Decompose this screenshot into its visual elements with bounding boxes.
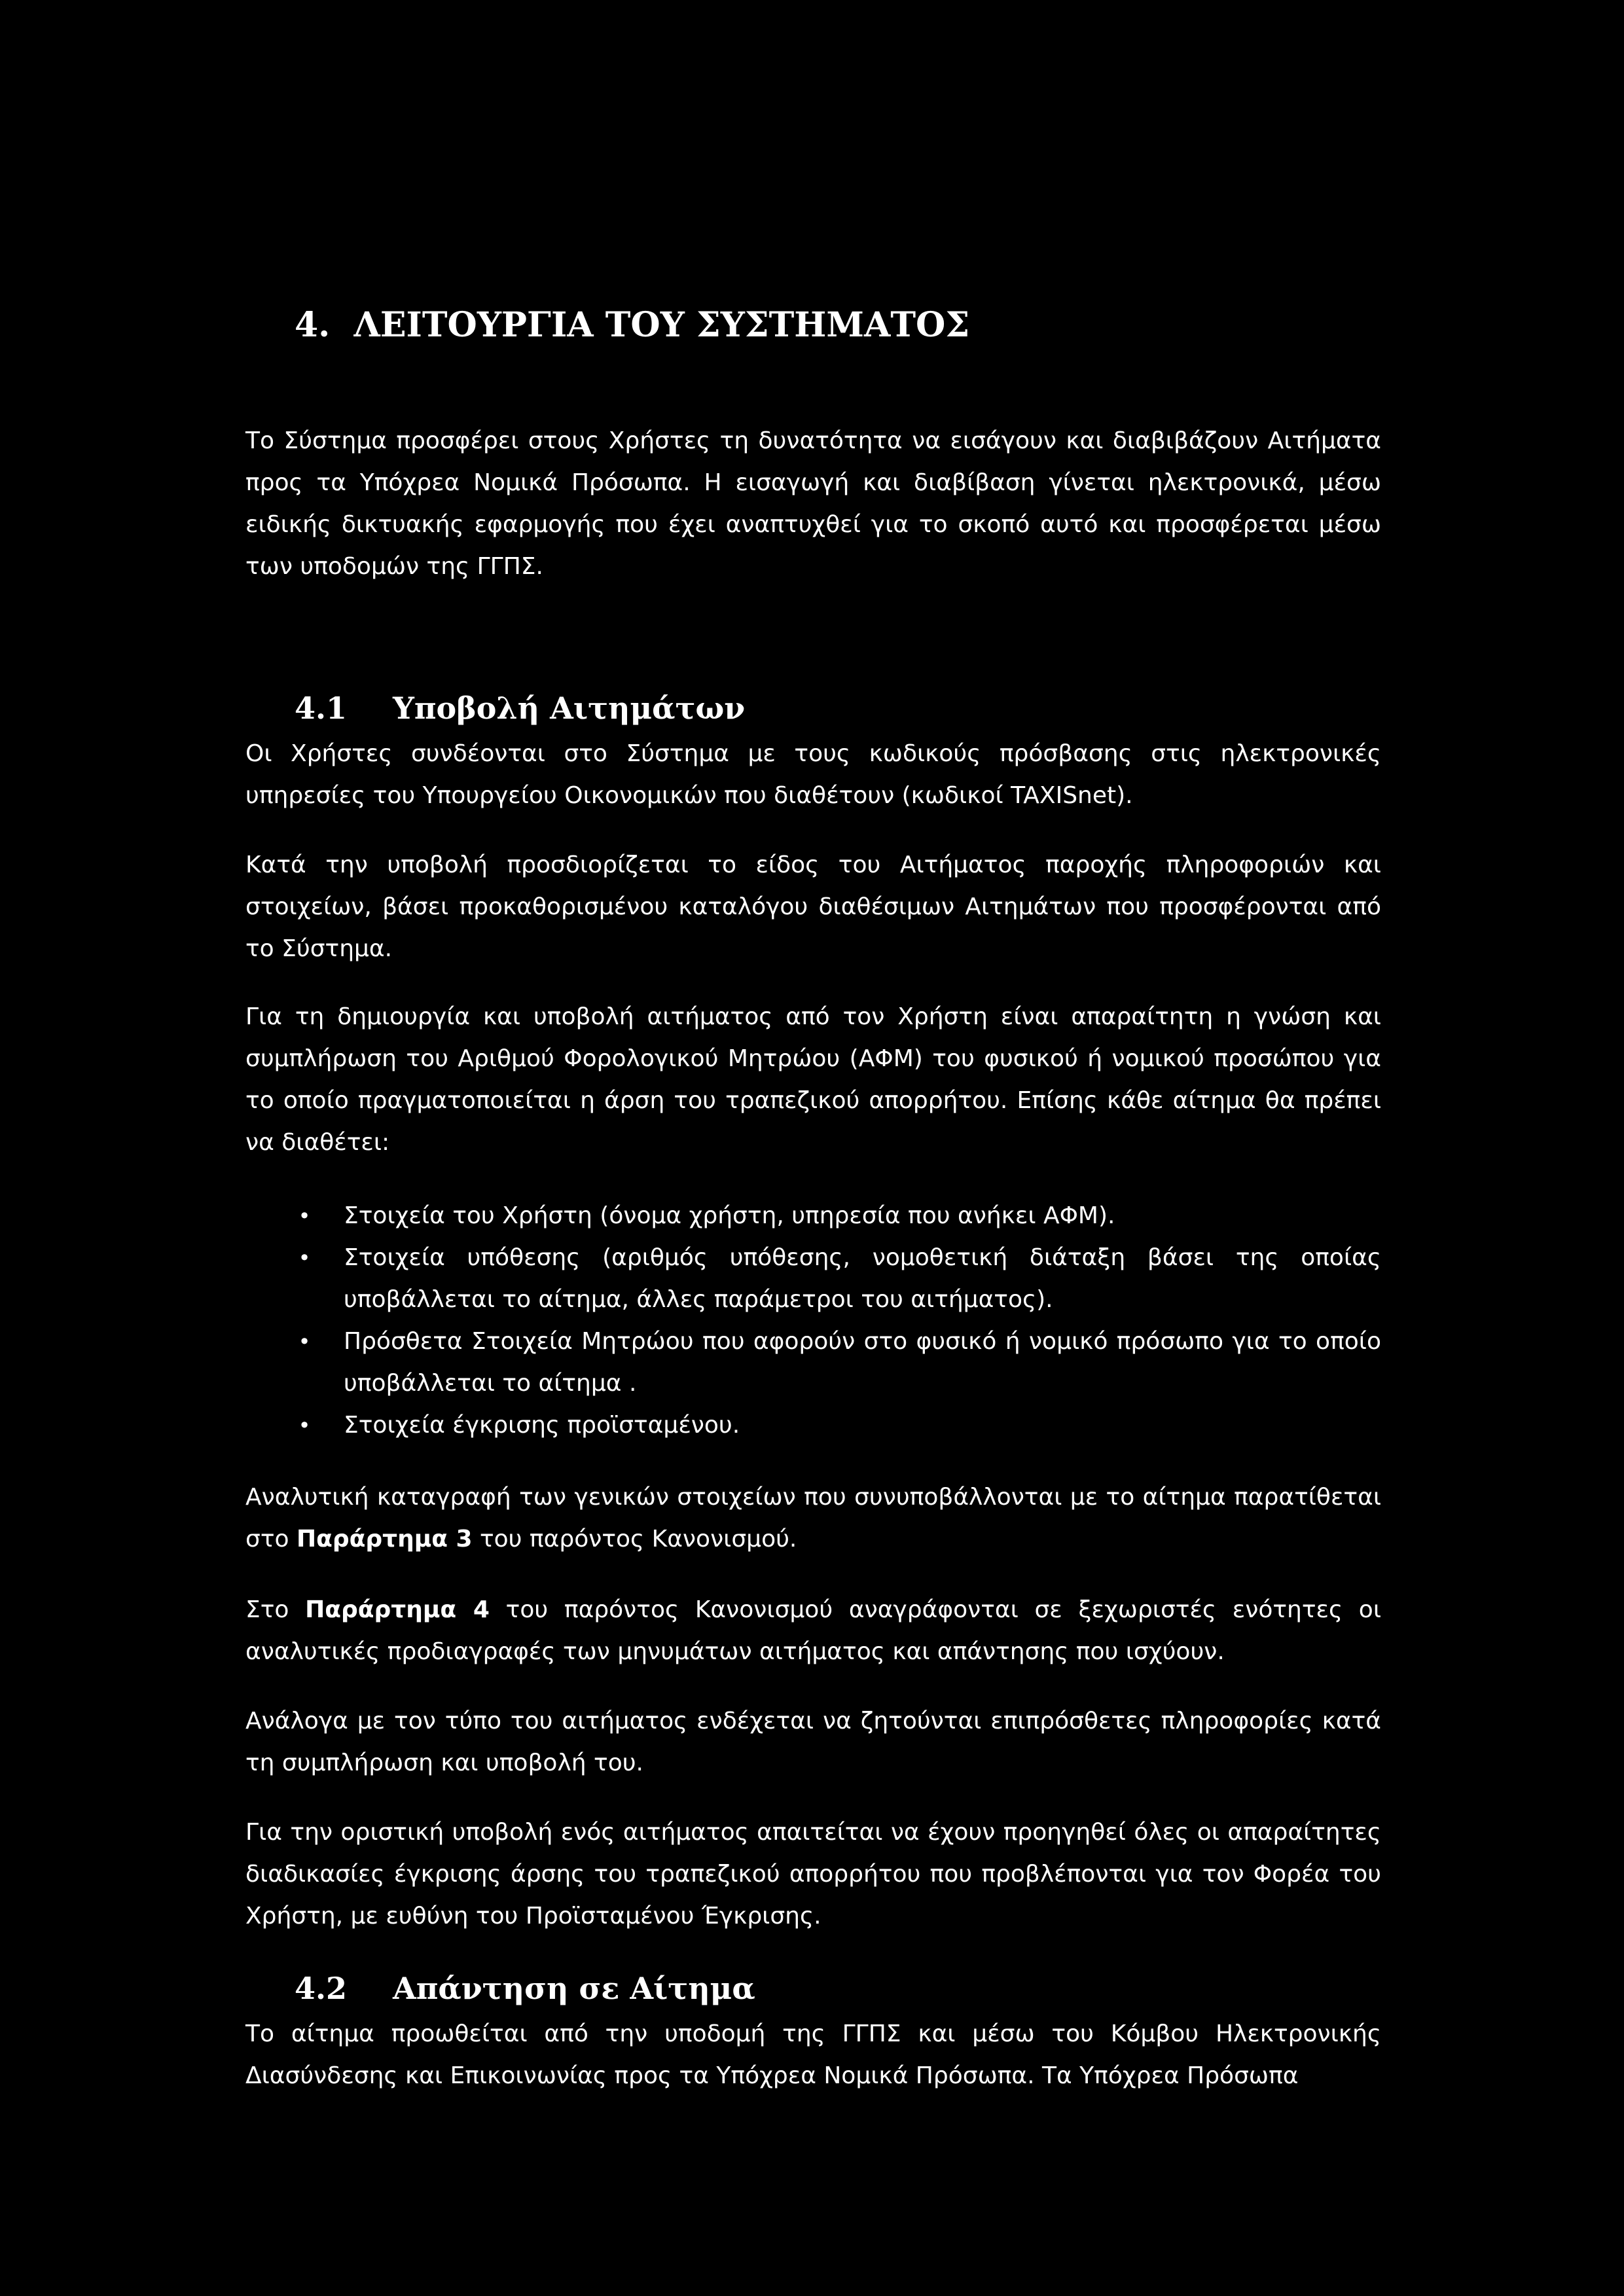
paragraph-annex-3: [245, 1477, 1381, 1560]
paragraph-annex-4: [245, 1589, 1381, 1673]
list-item-text: Πρόσθετα Στοιχεία Μητρώου που αφορούν στο φυσικό ή νομικό πρόσωπο για το οποίο υποβάλλεται το αίτημα .: [344, 1328, 1381, 1397]
subsection-heading-4-2: [295, 1967, 755, 2009]
subsection-number: 4.2: [295, 1971, 348, 2006]
annex-4-reference: Παράρτημα 4: [305, 1596, 490, 1623]
text-run: Αναλυτική καταγραφή των γενικών στοιχείων που συνυποβάλλονται με το αίτημα παρατίθεται στο: [245, 1484, 1381, 1552]
paragraph-final-submission: Για την οριστική υποβολή ενός αιτήματος απαιτείται να έχουν προηγηθεί όλες οι απαραίτητες διαδικασίες έγκρισης άρσης του τραπεζικού απορρήτου που προβλέπονται για τον Φορέα του Χρήστη, με ευθύνη του Προϊσταμένου Έγκρισης.: [245, 1819, 1381, 1929]
bullet-icon: •: [298, 1246, 311, 1270]
subsection-title: Υποβολή Αιτημάτων: [393, 691, 746, 726]
list-item-text: Στοιχεία υπόθεσης (αριθμός υπόθεσης, νομοθετική διάταξη βάσει της οποίας υποβάλλεται το αίτημα, άλλες παράμετροι του αιτήματος).: [344, 1244, 1381, 1313]
list-item: [245, 1237, 1381, 1321]
list-item-text: Στοιχεία του Χρήστη (όνομα χρήστη, υπηρεσία που ανήκει ΑΦΜ).: [344, 1202, 1115, 1229]
list-item: [245, 1195, 1381, 1237]
list-item: [245, 1321, 1381, 1405]
paragraph-request-creation: Για τη δημιουργία και υποβολή αιτήματος από τον Χρήστη είναι απαραίτητη η γνώση και συμπλήρωση του Αριθμού Φορολογικού Μητρώου (ΑΦΜ) του φυσικού ή νομικού προσώπου για το οποίο πραγματοποιείται η άρση του τραπεζικού απορρήτου. Επίσης κάθε αίτημα θα πρέπει να διαθέτει:: [245, 1003, 1381, 1156]
list-item: [245, 1405, 1381, 1446]
text-run: Στο: [245, 1596, 306, 1623]
annex-3-reference: Παράρτημα 3: [296, 1526, 473, 1552]
bullet-icon: •: [298, 1329, 311, 1354]
subsection-heading-4-1: [295, 687, 745, 729]
intro-paragraph: Το Σύστημα προσφέρει στους Χρήστες τη δυνατότητα να εισάγουν και διαβιβάζουν Αιτήματα προς τα Υπόχρεα Νομικά Πρόσωπα. Η εισαγωγή και διαβίβαση γίνεται ηλεκτρονικά, μέσω ειδικής δικτυακής εφαρμογής που έχει αναπτυχθεί για το σκοπό αυτό και προσφέρεται μέσω των υποδομών της ΓΓΠΣ.: [245, 427, 1381, 580]
paragraph-login: Οι Χρήστες συνδέονται στο Σύστημα με τους κωδικούς πρόσβασης στις ηλεκτρονικές υπηρεσίες του Υπουργείου Οικονομικών που διαθέτουν (κωδικοί TAXISnet).: [245, 740, 1381, 809]
text-run: του παρόντος Κανονισμού αναγράφονται σε ξεχωριστές ενότητες οι αναλυτικές προδιαγραφές των μηνυμάτων αιτήματος και απάντησης που ισχύουν.: [245, 1596, 1382, 1665]
subsection-number: 4.1: [295, 691, 348, 726]
requirements-list: [245, 1195, 1381, 1446]
list-item-text: Στοιχεία έγκρισης προϊσταμένου.: [344, 1412, 740, 1439]
subsection-title: Απάντηση σε Αίτημα: [393, 1971, 755, 2006]
section-heading: [295, 302, 969, 348]
paragraph-additional-info: Ανάλογα με τον τύπο του αιτήματος ενδέχεται να ζητούνται επιπρόσθετες πληροφορίες κατά τη συμπλήρωση και υποβολή του.: [245, 1708, 1381, 1776]
paragraph-request-type: Κατά την υποβολή προσδιορίζεται το είδος του Αιτήματος παροχής πληροφοριών και στοιχείων, βάσει προκαθορισμένου καταλόγου διαθέσιμων Αιτημάτων που προσφέρονται από το Σύστημα.: [245, 852, 1381, 962]
text-run: του παρόντος Κανονισμού.: [472, 1526, 797, 1552]
paragraph-response: Το αίτημα προωθείται από την υποδομή της ΓΓΠΣ και μέσω του Κόμβου Ηλεκτρονικής Διασύνδεσης και Επικοινωνίας προς τα Υπόχρεα Νομικά Πρόσωπα. Τα Υπόχρεα Πρόσωπα: [245, 2020, 1381, 2089]
section-number: 4.: [295, 305, 331, 345]
section-title: ΛΕΙΤΟΥΡΓΙΑ ΤΟΥ ΣΥΣΤΗΜΑΤΟΣ: [353, 305, 970, 345]
document-page: [245, 0, 1381, 2296]
bullet-icon: •: [298, 1204, 311, 1229]
bullet-icon: •: [298, 1413, 311, 1438]
